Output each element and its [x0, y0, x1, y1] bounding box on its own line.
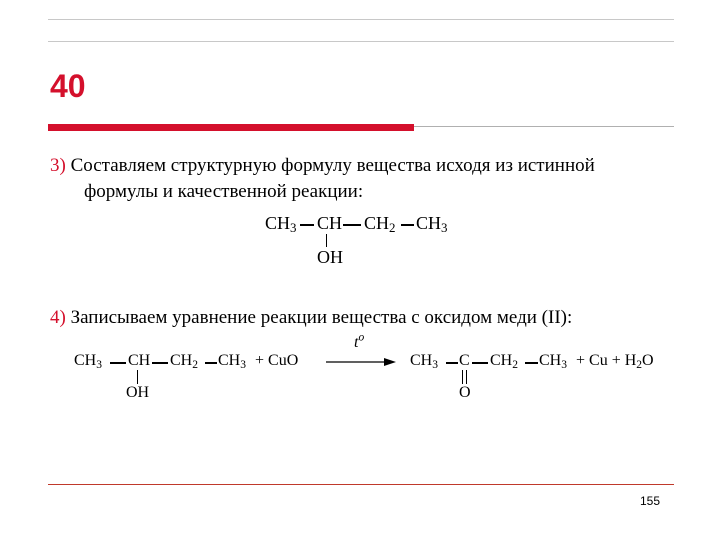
slide-title: 40: [50, 68, 86, 104]
product-group-ch3: $CH_3$: [539, 352, 567, 371]
double-bond: [462, 370, 463, 384]
step-3-line-2: формулы и качественной реакции:: [84, 181, 364, 202]
bond: [525, 362, 538, 364]
bond: [472, 362, 488, 364]
bond: [152, 362, 168, 364]
reactant-group-oh: OH: [126, 384, 150, 401]
formula-group-ch3: $CH_3$: [265, 213, 297, 236]
bond-vertical: [137, 370, 138, 384]
product-group-c: C: [459, 352, 470, 369]
reactant-group-ch2: $CH_2$: [170, 352, 198, 371]
step-3-line-1: Составляем структурную формулу вещества исходя из истинной: [70, 155, 595, 176]
step-4-number: 4): [50, 307, 66, 328]
product-group-ch2: $CH_2$: [490, 352, 518, 371]
formula-group-oh: OH: [317, 247, 343, 267]
bond: [446, 362, 458, 364]
reactant-group-ch: CH: [128, 352, 151, 369]
formula-group-ch3: $CH_3$: [416, 213, 448, 236]
product-group-ch3: $CH_3$: [410, 352, 438, 371]
formula-group-ch: CH: [317, 213, 343, 233]
reactant-group-ch3: $CH_3$: [218, 352, 246, 371]
step-4-line: Записываем уравнение реакции вещества с оксидом меди (II):: [70, 307, 573, 328]
formula-group-ch2: $CH_2$: [364, 213, 396, 236]
step-3-number: 3): [50, 155, 66, 176]
product-group-o: O: [459, 384, 471, 401]
reactant-group-ch3: $CH_3$: [74, 352, 102, 371]
bond: [110, 362, 126, 364]
product-tail: + $Cu + H_2O$: [576, 352, 654, 371]
reactant-cuo: + CuO: [255, 352, 299, 369]
reaction-arrow-icon: [326, 356, 396, 368]
page-number: 155: [640, 494, 661, 508]
footer-rule: [48, 484, 674, 485]
bond: [205, 362, 217, 364]
double-bond: [466, 370, 467, 384]
reaction-condition: $t^o$: [354, 331, 365, 351]
